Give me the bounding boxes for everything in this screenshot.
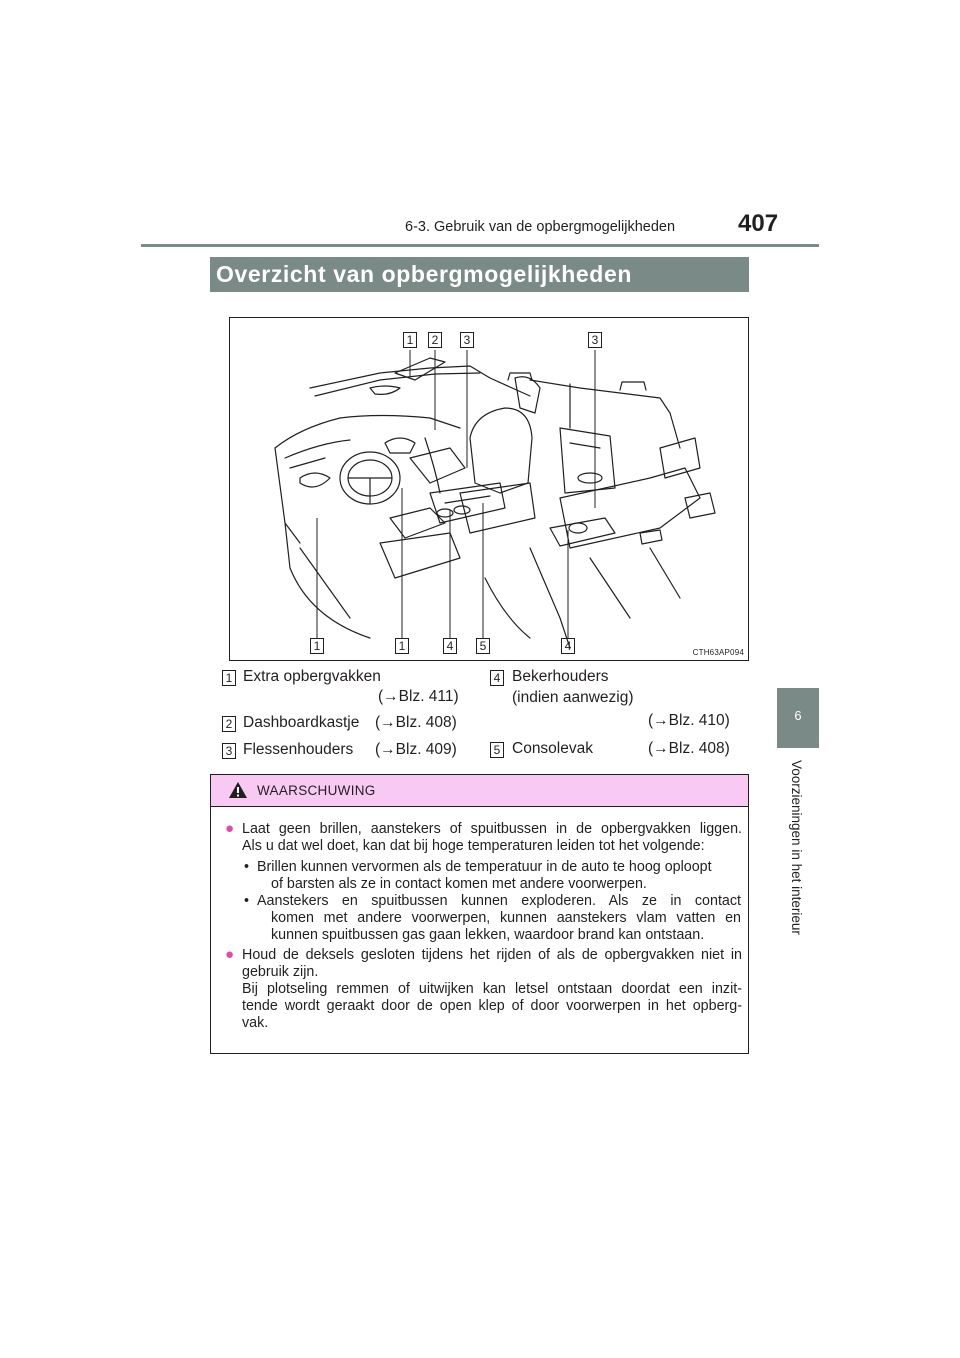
car-interior-drawing — [230, 318, 748, 660]
legend-label-1: Extra opbergvakken — [243, 668, 381, 685]
section-title-bar — [210, 257, 749, 292]
callout-3-top-right: 3 — [588, 332, 602, 348]
legend-label-4: Bekerhouders — [512, 668, 609, 685]
legend-ref-3: (→Blz. 409) — [375, 741, 457, 758]
warning-bullet-2-line-3: kunnen spuitbussen gas gaan lekken, waardoor brand kan ontstaan. — [271, 927, 705, 943]
legend-num-4: 4 — [490, 670, 504, 686]
bullet-dot: ● — [225, 946, 235, 963]
warning-para-1-line-2: Als u dat wel doet, kan dat bij hoge temperaturen leiden tot het volgende: — [242, 838, 705, 854]
legend-ref-4: (→Blz. 410) — [648, 712, 730, 729]
warning-triangle-icon — [228, 781, 248, 799]
chapter-number: 6 — [794, 708, 802, 723]
callout-5-bottom: 5 — [476, 638, 490, 654]
warning-para-2-line-1: Houd de deksels gesloten tijdens het rijden of als de opbergvakken niet in — [242, 947, 742, 963]
warning-bullet-1-line-2: of barsten als ze in contact komen met andere voorwerpen. — [271, 876, 647, 892]
legend-ref-2: (→Blz. 408) — [375, 714, 457, 731]
callout-2-top: 2 — [428, 332, 442, 348]
sub-bullet-2: • — [244, 893, 250, 909]
bullet-dot: ● — [225, 820, 235, 837]
callout-1-bottom-b: 1 — [395, 638, 409, 654]
warning-bullet-2-line-1: Aanstekers en spuitbussen kunnen exploderen. Als ze in contact — [257, 893, 741, 909]
callout-1-bottom: 1 — [310, 638, 324, 654]
callout-3-top: 3 — [460, 332, 474, 348]
legend-label-2: Dashboardkastje — [243, 714, 360, 731]
warning-box — [210, 774, 749, 1054]
chapter-label-text: Voorzieningen in het interieur — [789, 760, 804, 935]
legend-label-3: Flessenhouders — [243, 741, 354, 758]
legend-ref-1: (→Blz. 411) — [378, 688, 459, 705]
legend-label-4b: (indien aanwezig) — [512, 689, 634, 706]
callout-1-top: 1 — [403, 332, 417, 348]
legend-num-5: 5 — [490, 742, 504, 758]
warning-para-2-line-5: vak. — [242, 1015, 269, 1031]
legend-num-3: 3 — [222, 743, 236, 759]
running-head: 6-3. Gebruik van de opbergmogelijkheden — [405, 219, 676, 235]
header-rule — [141, 244, 819, 247]
figure-code: CTH63AP094 — [692, 648, 744, 657]
legend-num-1: 1 — [222, 670, 236, 686]
sub-bullet-1: • — [244, 859, 250, 875]
section-title: Overzicht van opbergmogelijkheden — [216, 261, 632, 287]
chapter-label — [788, 760, 808, 960]
chapter-tab — [777, 688, 819, 748]
warning-para-1-line-1: Laat geen brillen, aanstekers of spuitbussen in de opbergvakken liggen. — [242, 821, 742, 837]
warning-para-2-line-4: tende wordt geraakt door de open klep of door voorwerpen in het opberg- — [242, 998, 742, 1014]
warning-heading: WAARSCHUWING — [257, 783, 376, 798]
legend-ref-5: (→Blz. 408) — [648, 740, 730, 757]
warning-para-2-line-2: gebruik zijn. — [242, 964, 319, 980]
warning-header — [211, 775, 748, 807]
interior-illustration — [229, 317, 749, 661]
warning-bullet-2-line-2: komen met andere voorwerpen, kunnen aanstekers vlam vatten en — [271, 910, 741, 926]
page-number: 407 — [738, 210, 779, 237]
legend-label-5: Consolevak — [512, 740, 593, 757]
callout-4-bottom-b: 4 — [561, 638, 575, 654]
callout-4-bottom: 4 — [443, 638, 457, 654]
warning-bullet-1-line-1: Brillen kunnen vervormen als de temperatuur in de auto te hoog oploopt — [257, 859, 712, 875]
warning-para-2-line-3: Bij plotseling remmen of uitwijken kan letsel ontstaan doordat een inzit- — [242, 981, 742, 997]
legend-num-2: 2 — [222, 716, 236, 732]
